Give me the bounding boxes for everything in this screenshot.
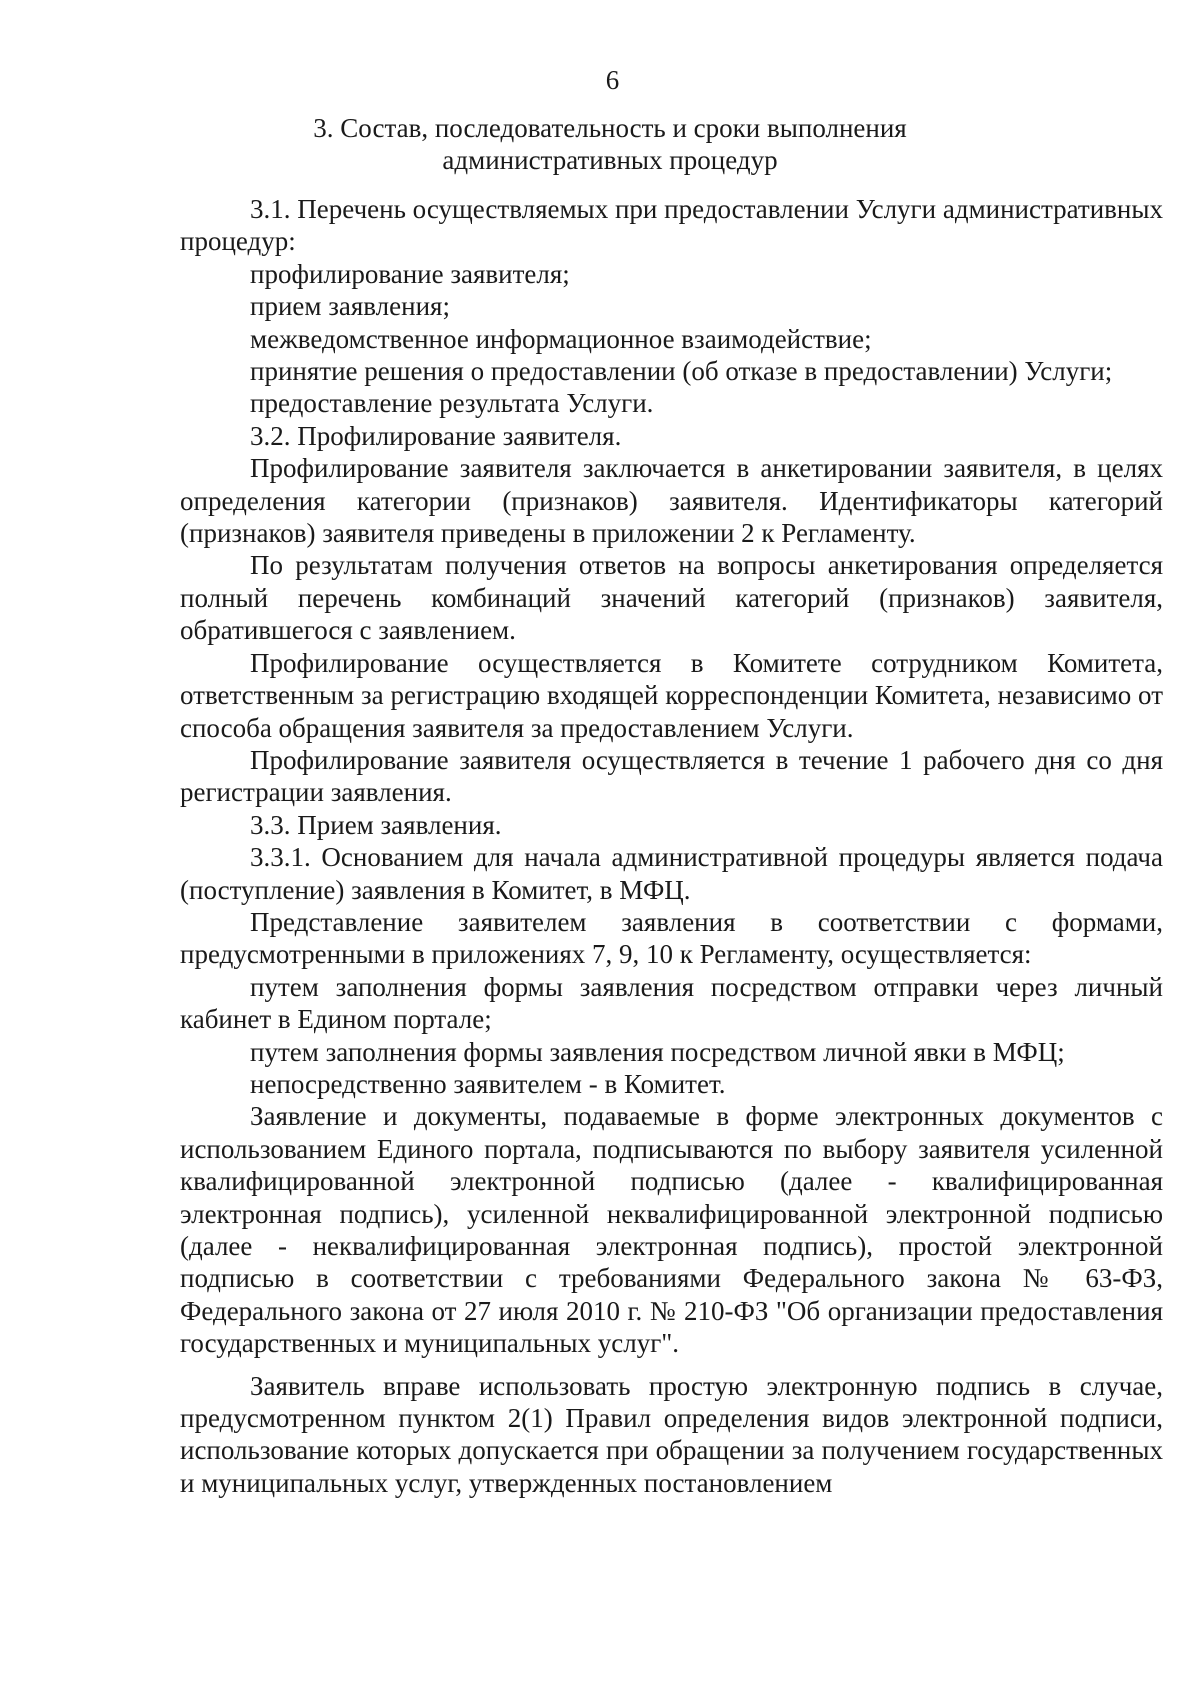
paragraph: Заявление и документы, подаваемые в форме электронных документов с использованием Единого портала, подписываются по выбору заявителя усиленной квалифицированной электронной подписью (далее - квалифицированная электронная подпись), усиленной неквалифицированной электронной подписью (далее - неквалифицированная электронная подпись), простой электронной подписью в соответствии с требованиями Федерального закона № 63-ФЗ, Федерального закона от 27 июля 2010 г. № 210-ФЗ "Об организации предоставления государственных и муниципальных услуг". xyxy=(180,1101,1163,1359)
paragraph: Представление заявителем заявления в соответствии с формами, предусмотренными в приложениях 7, 9, 10 к Регламенту, осуществляется: xyxy=(180,906,1163,970)
paragraph: 3.3. Прием заявления. xyxy=(250,809,502,840)
paragraph: межведомственное информационное взаимодействие; xyxy=(250,323,872,354)
paragraph: принятие решения о предоставлении (об отказе в предоставлении) Услуги; xyxy=(250,356,1113,387)
paragraph: 3.3.1. Основанием для начала административной процедуры является подача (поступление) заявления в Комитет, в МФЦ. xyxy=(180,842,1163,905)
paragraph: Профилирование заявителя заключается в анкетировании заявителя, в целях определения категории (признаков) заявителя. Идентификаторы категорий (признаков) заявителя приведены в приложении 2 к Регламенту. xyxy=(180,453,1163,549)
body-text xyxy=(180,193,1163,1499)
section-heading: 3. Состав, последовательность и сроки выполнения административных процедур xyxy=(313,113,907,175)
paragraph: Заявитель вправе использовать простую электронную подпись в случае, предусмотренном пунктом 2(1) Правил определения видов электронной подписи, использование которых допускается при обращении за получением государственных и муниципальных услуг, утвержденных постановлением xyxy=(180,1370,1163,1498)
paragraph: По результатам получения ответов на вопросы анкетирования определяется полный перечень комбинаций значений категорий (признаков) заявителя, обратившегося с заявлением. xyxy=(180,550,1163,646)
paragraph: профилирование заявителя; xyxy=(250,258,570,289)
page-number: 6 xyxy=(605,65,620,95)
paragraph: 3.1. Перечень осуществляемых при предоставлении Услуги административных процедур: xyxy=(180,194,1163,257)
paragraph: прием заявления; xyxy=(250,291,450,322)
paragraph: путем заполнения формы заявления посредством отправки через личный кабинет в Едином портале; xyxy=(180,971,1163,1035)
paragraph: непосредственно заявителем - в Комитет. xyxy=(250,1068,726,1099)
paragraph: Профилирование осуществляется в Комитете сотрудником Комитета, ответственным за регистрацию входящей корреспонденции Комитета, независимо от способа обращения заявителя за предоставлением Услуги. xyxy=(180,647,1163,743)
paragraph: Профилирование заявителя осуществляется в течение 1 рабочего дня со дня регистрации заявления. xyxy=(180,744,1163,808)
paragraph: предоставление результата Услуги. xyxy=(250,388,654,419)
paragraph: 3.2. Профилирование заявителя. xyxy=(250,420,622,451)
paragraph: путем заполнения формы заявления посредством личной явки в МФЦ; xyxy=(250,1036,1065,1067)
